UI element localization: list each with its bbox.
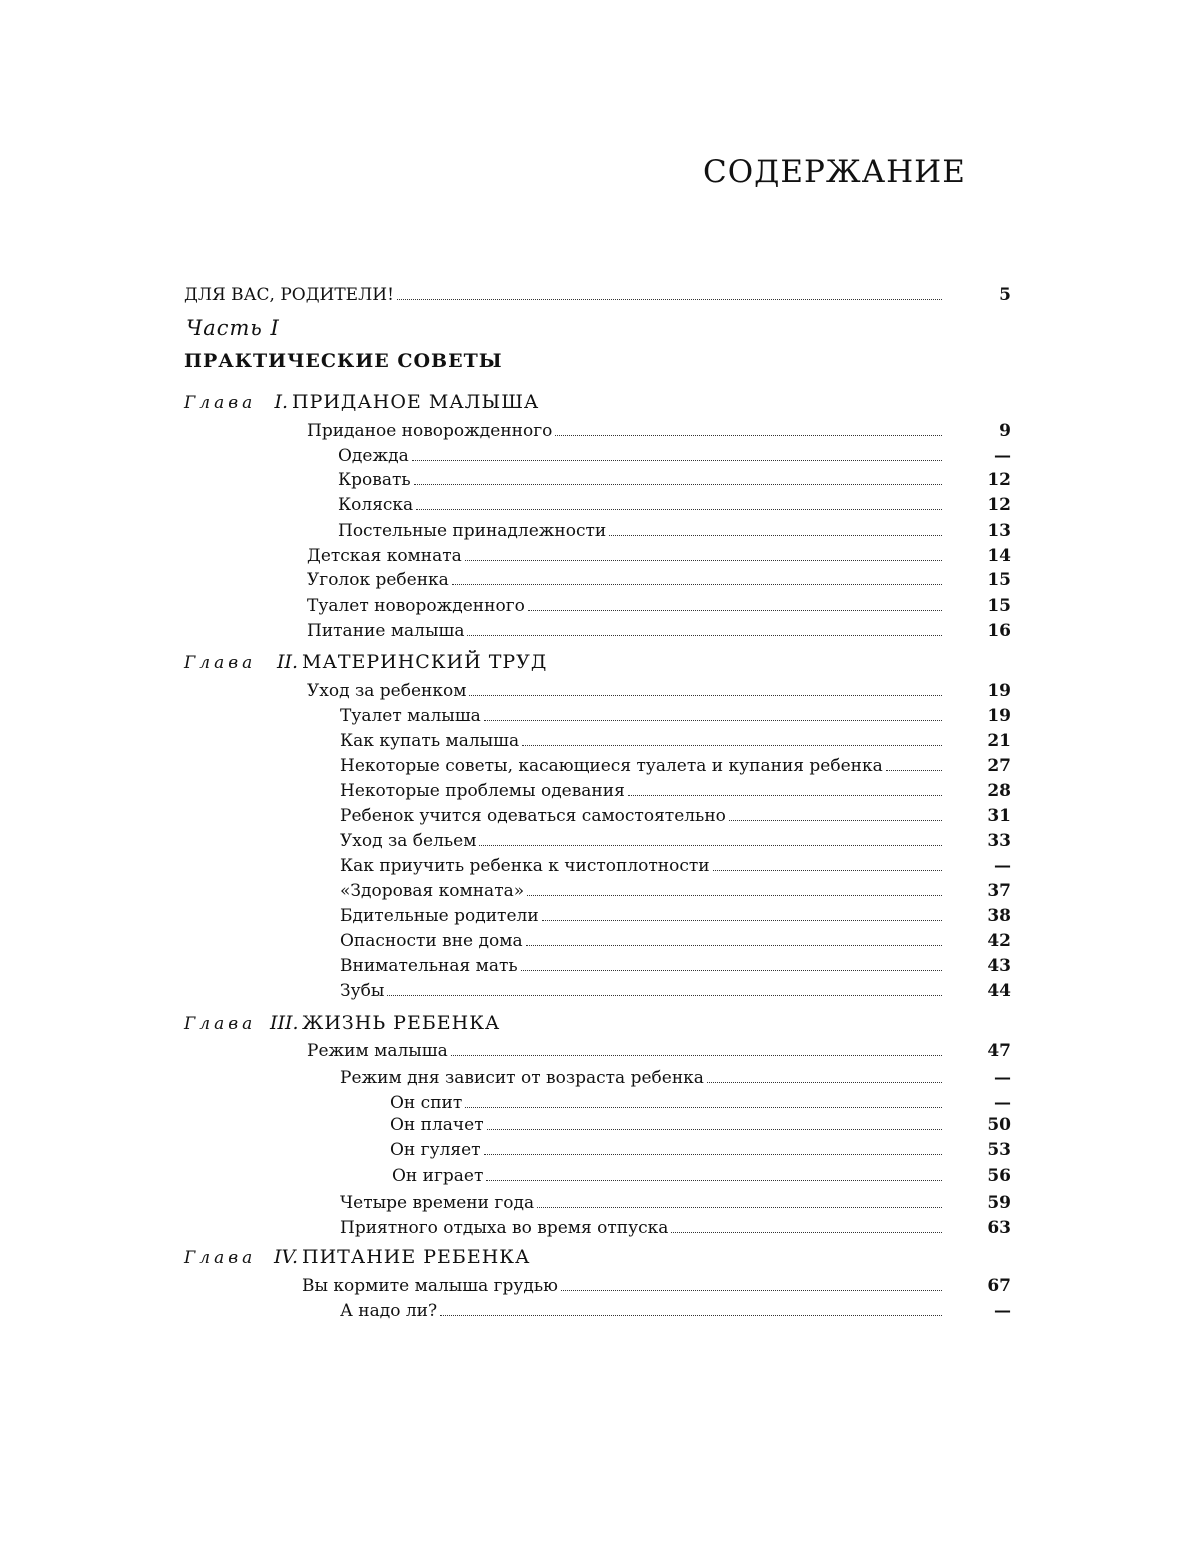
toc-entry[interactable]: [302, 1272, 942, 1296]
dot-leader: [521, 970, 942, 971]
toc-page-number: 43: [975, 952, 1011, 976]
toc-page-number: 67: [975, 1272, 1011, 1296]
toc-entry[interactable]: [340, 877, 942, 901]
toc-entry[interactable]: [340, 1297, 942, 1321]
dot-leader: [469, 695, 942, 696]
toc-page-number: 12: [975, 466, 1011, 490]
toc-page-number: 9: [975, 417, 1011, 441]
toc-entry[interactable]: [340, 977, 942, 1001]
toc-entry-label: Ребенок учится одеваться самостоятельно: [340, 806, 729, 826]
chapter-title: ПРИДАНОЕ МАЛЫША: [292, 391, 539, 413]
toc-entry[interactable]: [340, 702, 942, 726]
toc-entry-label: Внимательная мать: [340, 956, 521, 976]
toc-page-number: 31: [975, 802, 1011, 826]
dot-leader: [729, 820, 942, 821]
toc-page-number: 5: [975, 281, 1011, 305]
toc-entry-label: Некоторые советы, касающиеся туалета и купания ребенка: [340, 756, 886, 776]
dot-leader: [479, 845, 942, 846]
toc-entry-label: Одежда: [338, 446, 412, 466]
toc-entry-label: Режим дня зависит от возраста ребенка: [340, 1068, 707, 1088]
toc-entry[interactable]: [390, 1111, 942, 1135]
toc-entry[interactable]: [392, 1162, 942, 1186]
toc-entry-label: Уход за бельем: [340, 831, 479, 851]
toc-page-number: —: [975, 1297, 1011, 1321]
dot-leader: [537, 1207, 942, 1208]
toc-entry[interactable]: [307, 417, 942, 441]
dot-leader: [542, 920, 942, 921]
toc-entry-label: Постельные принадлежности: [338, 521, 609, 541]
chapter-number: I.: [270, 391, 288, 413]
toc-page-number: 27: [975, 752, 1011, 776]
toc-page-number: —: [975, 852, 1011, 876]
toc-entry-label: Приятного отдыха во время отпуска: [340, 1218, 671, 1238]
toc-entry-label: Кровать: [338, 470, 414, 490]
toc-page-number: 59: [975, 1189, 1011, 1213]
dot-leader: [487, 1129, 942, 1130]
dot-leader: [484, 1154, 942, 1155]
toc-entry[interactable]: [307, 677, 942, 701]
dot-leader: [397, 299, 942, 300]
toc-page-number: 47: [975, 1037, 1011, 1061]
chapter-title: МАТЕРИНСКИЙ ТРУД: [302, 651, 547, 673]
dot-leader: [555, 435, 942, 436]
toc-entry[interactable]: [390, 1136, 942, 1160]
toc-entry-label: Как приучить ребенка к чистоплотности: [340, 856, 713, 876]
dot-leader: [465, 560, 942, 561]
chapter-heading[interactable]: [184, 1246, 530, 1272]
toc-entry-label: Он играет: [392, 1166, 486, 1186]
toc-entry[interactable]: [340, 727, 942, 751]
toc-entry-label: Четыре времени года: [340, 1193, 537, 1213]
dot-leader: [522, 745, 942, 746]
chapter-number: II.: [270, 651, 298, 673]
toc-entry[interactable]: [390, 1089, 942, 1113]
chapter-heading[interactable]: [184, 391, 539, 417]
toc-entry[interactable]: [338, 466, 942, 490]
toc-entry[interactable]: [338, 517, 942, 541]
toc-page-number: 16: [975, 617, 1011, 641]
toc-entry-label: Опасности вне дома: [340, 931, 526, 951]
chapter-word: Глава: [184, 1014, 270, 1034]
chapter-number: IV.: [270, 1246, 298, 1268]
toc-entry[interactable]: [338, 491, 942, 515]
toc-entry[interactable]: [307, 592, 942, 616]
dot-leader: [628, 795, 942, 796]
toc-entry-label: А надо ли?: [340, 1301, 440, 1321]
toc-entry-label: «Здоровая комната»: [340, 881, 527, 901]
dot-leader: [440, 1315, 942, 1316]
toc-preface[interactable]: [184, 281, 942, 305]
chapter-title: ЖИЗНЬ РЕБЕНКА: [302, 1012, 500, 1034]
toc-entry[interactable]: [340, 902, 942, 926]
dot-leader: [561, 1290, 942, 1291]
toc-entry-label: Приданое новорожденного: [307, 421, 555, 441]
toc-page-number: 19: [975, 677, 1011, 701]
toc-entry-label: Вы кормите малыша грудью: [302, 1276, 561, 1296]
dot-leader: [387, 995, 942, 996]
toc-entry-label: Он спит: [390, 1093, 465, 1113]
page-title: СОДЕРЖАНИЕ: [703, 154, 966, 190]
toc-entry-label: Туалет малыша: [340, 706, 484, 726]
toc-entry-label: Как купать малыша: [340, 731, 522, 751]
part-label: Часть I: [186, 316, 280, 340]
toc-entry[interactable]: [307, 1037, 942, 1061]
toc-entry[interactable]: [340, 1064, 942, 1088]
toc-page-number: 38: [975, 902, 1011, 926]
toc-entry-label: ДЛЯ ВАС, РОДИТЕЛИ!: [184, 285, 397, 305]
toc-page-number: 53: [975, 1136, 1011, 1160]
chapter-number: III.: [270, 1012, 298, 1034]
toc-entry-label: Туалет новорожденного: [307, 596, 528, 616]
toc-entry[interactable]: [340, 802, 942, 826]
toc-page-number: 56: [975, 1162, 1011, 1186]
toc-page-number: 33: [975, 827, 1011, 851]
dot-leader: [886, 770, 942, 771]
toc-page-number: 28: [975, 777, 1011, 801]
toc-page-number: 13: [975, 517, 1011, 541]
dot-leader: [486, 1180, 942, 1181]
toc-page-number: 12: [975, 491, 1011, 515]
toc-entry-label: Уголок ребенка: [307, 570, 452, 590]
toc-page-number: 21: [975, 727, 1011, 751]
dot-leader: [484, 720, 942, 721]
toc-entry-label: Бдительные родители: [340, 906, 542, 926]
toc-entry-label: Режим малыша: [307, 1041, 451, 1061]
toc-entry[interactable]: [340, 777, 942, 801]
dot-leader: [609, 535, 942, 536]
toc-page-number: —: [975, 1089, 1011, 1113]
toc-entry[interactable]: [340, 952, 942, 976]
dot-leader: [671, 1232, 942, 1233]
dot-leader: [414, 484, 942, 485]
toc-entry-label: Питание малыша: [307, 621, 467, 641]
toc-page-number: 37: [975, 877, 1011, 901]
toc-page-number: 63: [975, 1214, 1011, 1238]
chapter-title: ПИТАНИЕ РЕБЕНКА: [302, 1246, 530, 1268]
toc-entry-label: Некоторые проблемы одевания: [340, 781, 628, 801]
part-title: ПРАКТИЧЕСКИЕ СОВЕТЫ: [184, 350, 503, 372]
toc-page-number: 15: [975, 566, 1011, 590]
dot-leader: [451, 1055, 942, 1056]
toc-entry[interactable]: [340, 827, 942, 851]
toc-entry-label: Он гуляет: [390, 1140, 484, 1160]
toc-page-number: 15: [975, 592, 1011, 616]
toc-page-number: —: [975, 442, 1011, 466]
dot-leader: [528, 610, 942, 611]
toc-page-number: —: [975, 1064, 1011, 1088]
toc-entry[interactable]: [340, 1189, 942, 1213]
toc-entry-label: Детская комната: [307, 546, 465, 566]
toc-entry[interactable]: [340, 927, 942, 951]
toc-entry[interactable]: [307, 617, 942, 641]
dot-leader: [527, 895, 942, 896]
dot-leader: [526, 945, 942, 946]
toc-page-number: 19: [975, 702, 1011, 726]
dot-leader: [416, 509, 942, 510]
toc-entry-label: Он плачет: [390, 1115, 487, 1135]
toc-page-number: 44: [975, 977, 1011, 1001]
dot-leader: [465, 1107, 942, 1108]
toc-entry-label: Коляска: [338, 495, 416, 515]
toc-entry[interactable]: [340, 1214, 942, 1238]
dot-leader: [467, 635, 942, 636]
toc-entry[interactable]: [307, 566, 942, 590]
dot-leader: [452, 584, 942, 585]
toc-entry-label: Зубы: [340, 981, 387, 1001]
chapter-heading[interactable]: [184, 651, 547, 677]
dot-leader: [412, 460, 942, 461]
chapter-word: Глава: [184, 1248, 270, 1268]
toc-page-number: 14: [975, 542, 1011, 566]
chapter-word: Глава: [184, 653, 270, 673]
toc-entry-label: Уход за ребенком: [307, 681, 469, 701]
chapter-heading[interactable]: [184, 1012, 500, 1038]
chapter-word: Глава: [184, 393, 270, 413]
toc-page-number: 42: [975, 927, 1011, 951]
toc-entry[interactable]: [340, 852, 942, 876]
dot-leader: [707, 1082, 942, 1083]
toc-entry[interactable]: [307, 542, 942, 566]
toc-entry[interactable]: [338, 442, 942, 466]
dot-leader: [713, 870, 942, 871]
toc-entry[interactable]: [340, 752, 942, 776]
toc-page-number: 50: [975, 1111, 1011, 1135]
